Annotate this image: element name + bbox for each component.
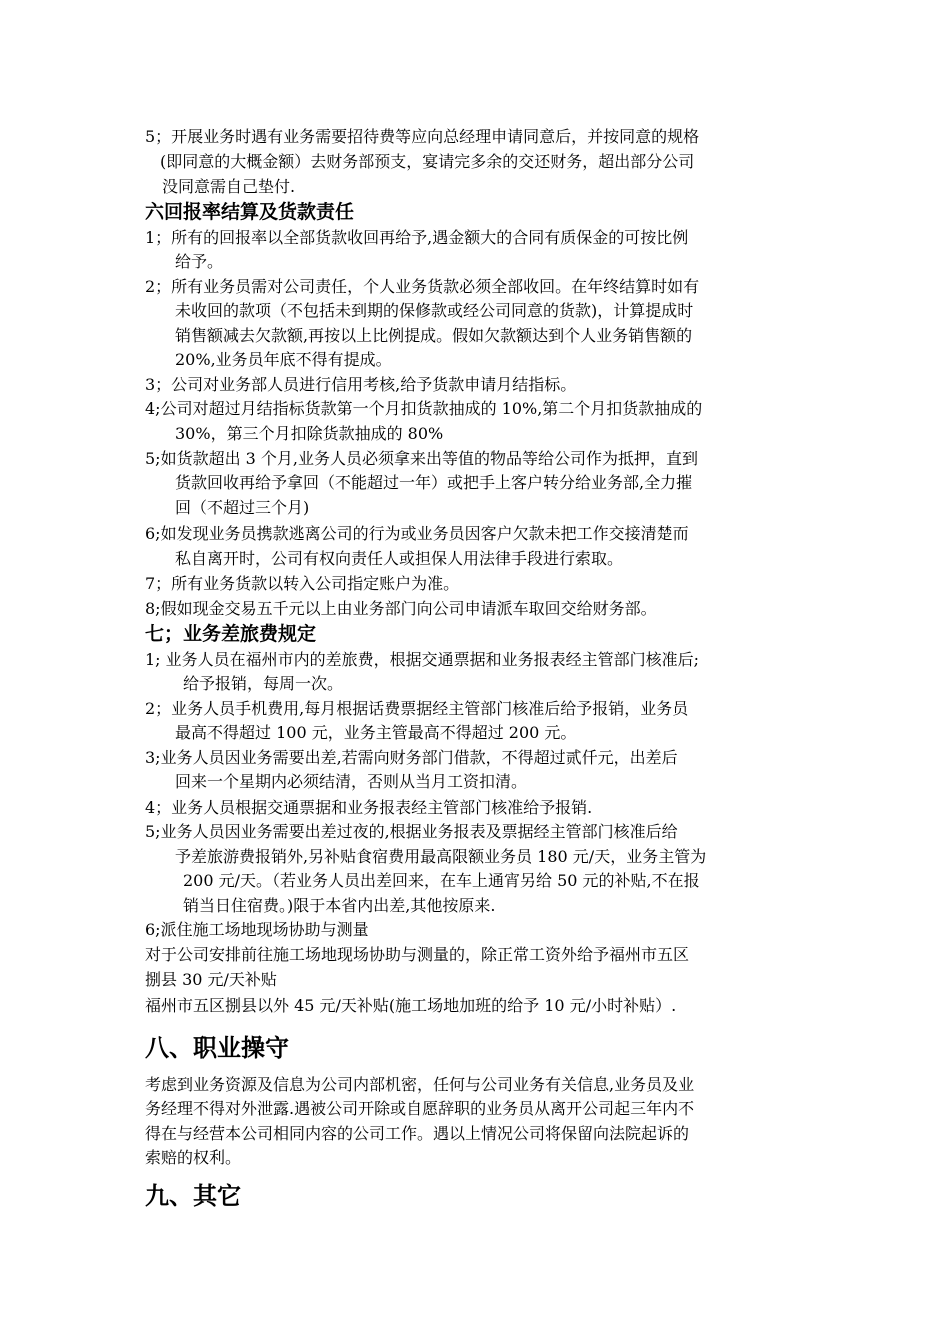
- sec5-item5-line3: 没同意需自己垫付.: [162, 177, 296, 196]
- sec8-para-line4: 索赔的权利。: [145, 1148, 242, 1167]
- section-8-heading: 八、职业操守: [145, 1033, 289, 1062]
- sec6-item2-line2: 未收回的款项（不包括未到期的保修款或经公司同意的货款)，计算提成时: [175, 301, 694, 320]
- section-6-heading: 六回报率结算及货款责任: [145, 201, 355, 223]
- sec7-item5-line3: 200 元/天。（若业务人员出差回来，在车上通宵另给 50 元的补贴,不在报: [183, 871, 700, 890]
- section-9-heading: 九、其它: [145, 1181, 241, 1210]
- sec6-item2-line1: 2；所有业务员需对公司责任，个人业务货款必须全部收回。在年终结算时如有: [145, 277, 700, 296]
- sec7-para1-line2: 捌县 30 元/天补贴: [145, 970, 277, 989]
- sec5-item5-line1: 5；开展业务时遇有业务需要招待费等应向总经理申请同意后，并按同意的规格: [145, 127, 700, 146]
- sec6-item8-line1: 8;假如现金交易五千元以上由业务部门向公司申请派车取回交给财务部。: [145, 599, 657, 618]
- sec7-item6-line1: 6;派住施工场地现场协助与测量: [145, 920, 369, 939]
- sec6-item3-line1: 3；公司对业务部人员进行信用考核,给予货款申请月结指标。: [145, 375, 577, 394]
- sec7-item5-line1: 5;业务人员因业务需要出差过夜的,根据业务报表及票据经主管部门核准后给: [145, 822, 678, 841]
- sec7-item2-line1: 2；业务人员手机费用,每月根据话费票据经主管部门核准后给予报销，业务员: [145, 699, 689, 718]
- sec7-item3-line2: 回来一个星期内必须结清，否则从当月工资扣清。: [175, 772, 528, 791]
- sec6-item6-line1: 6;如发现业务员携款逃离公司的行为或业务员因客户欠款未把工作交接清楚而: [145, 524, 689, 543]
- sec6-item5-line1: 5;如货款超出 3 个月,业务人员必须拿来出等值的物品等给公司作为抵押，直到: [145, 449, 699, 468]
- sec7-item2-line2: 最高不得超过 100 元，业务主管最高不得超过 200 元。: [175, 723, 577, 742]
- section-7-heading: 七；业务差旅费规定: [145, 623, 317, 645]
- sec6-item1-line2: 给予。: [175, 252, 224, 271]
- sec7-para1-line1: 对于公司安排前往施工场地现场协助与测量的，除正常工资外给予福州市五区: [145, 945, 690, 964]
- sec6-item4-line1: 4;公司对超过月结指标货款第一个月扣货款抽成的 10%,第二个月扣货款抽成的: [145, 399, 703, 418]
- sec7-item5-line4: 销当日住宿费。)限于本省内出差,其他按原来.: [183, 896, 496, 915]
- sec6-item2-line4: 20%,业务员年底不得有提成。: [175, 350, 392, 369]
- sec6-item4-line2: 30%，第三个月扣除货款抽成的 80%: [175, 424, 444, 443]
- sec6-item5-line3: 回（不超过三个月): [175, 498, 310, 517]
- sec6-item1-line1: 1；所有的回报率以全部货款收回再给予,遇金额大的合同有质保金的可按比例: [145, 228, 689, 247]
- sec7-item4-line1: 4；业务人员根据交通票据和业务报表经主管部门核准给予报销.: [145, 798, 593, 817]
- sec6-item5-line2: 货款回收再给予拿回（不能超过一年）或把手上客户转分给业务部,全力摧: [175, 473, 693, 492]
- sec8-para-line1: 考虑到业务资源及信息为公司内部机密，任何与公司业务有关信息,业务员及业: [145, 1075, 695, 1094]
- sec7-para2-line1: 福州市五区捌县以外 45 元/天补贴(施工场地加班的给予 10 元/小时补贴）.: [145, 996, 677, 1015]
- sec6-item6-line2: 私自离开时，公司有权向责任人或担保人用法律手段进行索取。: [175, 549, 624, 568]
- sec6-item7-line1: 7；所有业务货款以转入公司指定账户为准。: [145, 574, 460, 593]
- sec7-item1-line1: 1; 业务人员在福州市内的差旅费，根据交通票据和业务报表经主管部门核准后;: [145, 650, 700, 669]
- sec7-item5-line2: 予差旅游费报销外,另补贴食宿费用最高限额业务员 180 元/天，业务主管为: [175, 847, 707, 866]
- sec8-para-line2: 务经理不得对外泄露.遇被公司开除或自愿辞职的业务员从离开公司起三年内不: [145, 1099, 695, 1118]
- sec6-item2-line3: 销售额减去欠款额,再按以上比例提成。假如欠款额达到个人业务销售额的: [175, 326, 693, 345]
- sec7-item1-line2: 给予报销，每周一次。: [183, 674, 344, 693]
- sec7-item3-line1: 3;业务人员因业务需要出差,若需向财务部门借款，不得超过贰仟元，出差后: [145, 748, 678, 767]
- sec5-item5-line2: (即同意的大概金额）去财务部预支，宴请完多余的交还财务，超出部分公司: [160, 152, 695, 171]
- sec8-para-line3: 得在与经营本公司相同内容的公司工作。遇以上情况公司将保留向法院起诉的: [145, 1124, 690, 1143]
